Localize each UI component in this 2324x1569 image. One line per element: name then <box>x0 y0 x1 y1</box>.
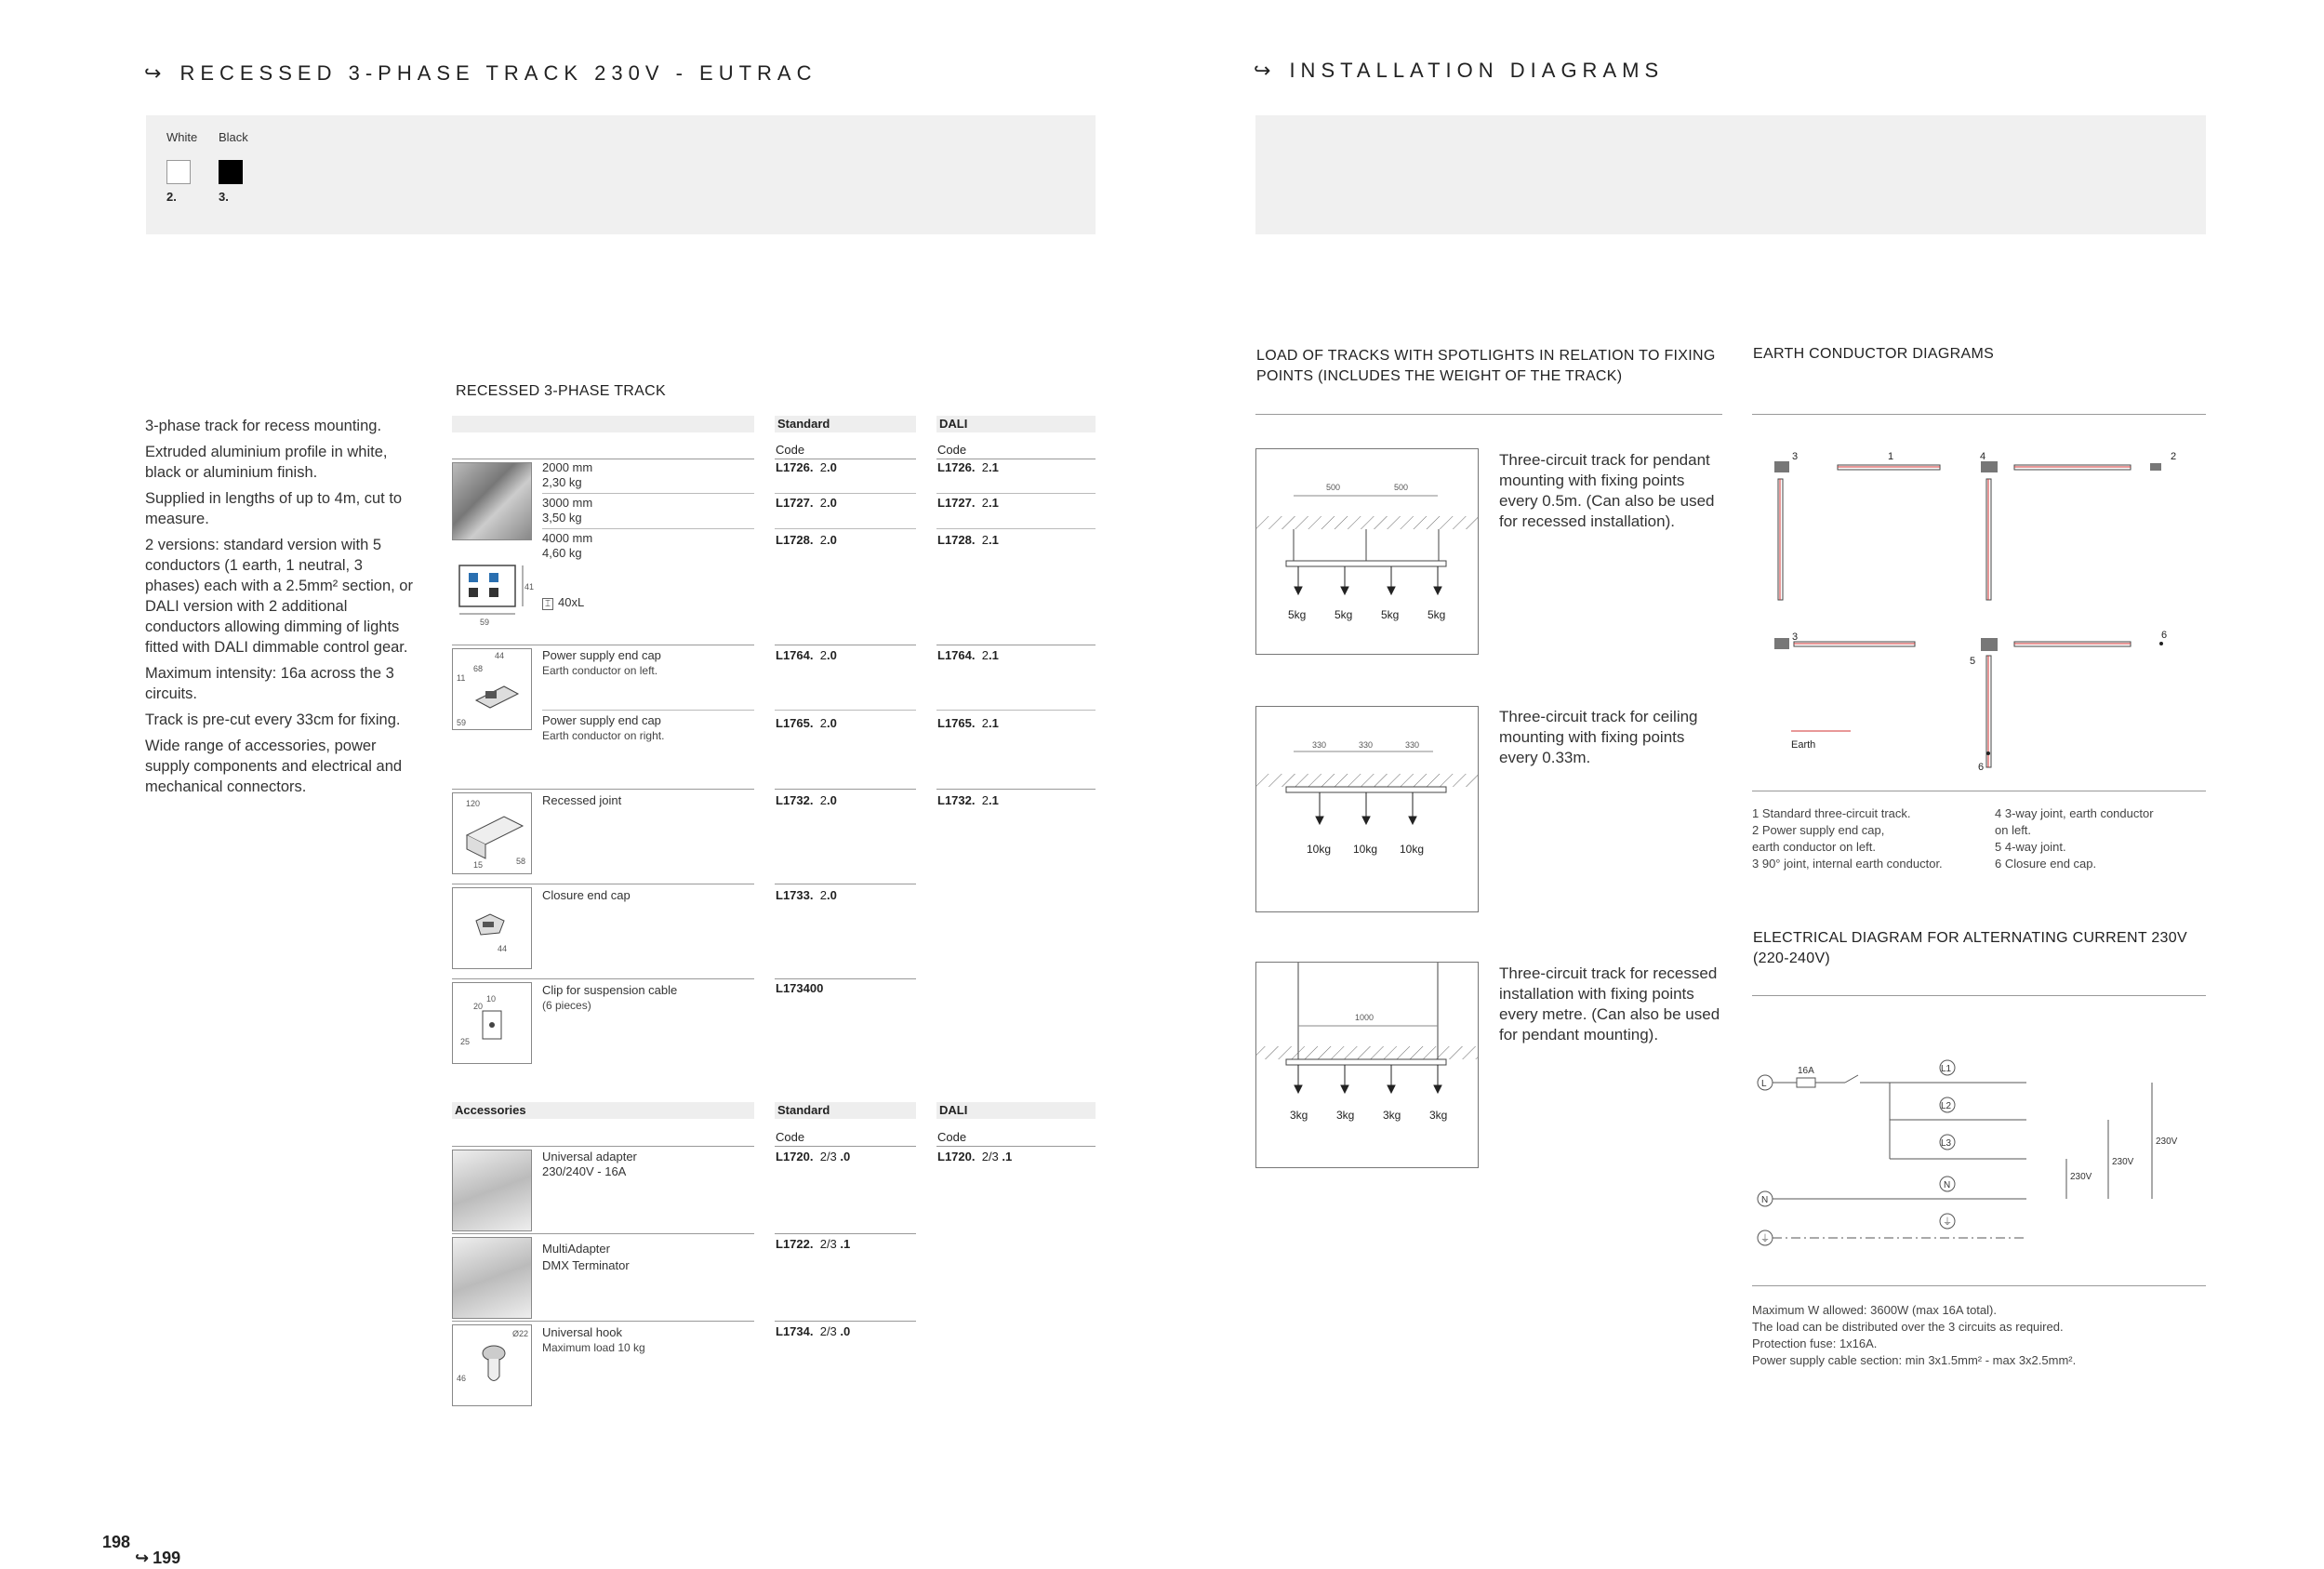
divider <box>542 710 754 711</box>
earth-notes-right: 4 3-way joint, earth conductor on left. 5 4-way joint. 6 Closure end cap. <box>1995 806 2154 871</box>
track-photo <box>452 462 532 540</box>
code-label: Code <box>937 443 967 457</box>
load-diagram-text: Three-circuit track for pendant mounting with fixing points every 0.5m. (Can also be used for recessed installation). <box>1499 451 1715 530</box>
acc-multiadapter <box>542 1241 630 1274</box>
load-label: 3kg <box>1429 1109 1448 1122</box>
divider <box>452 1146 754 1147</box>
track-profile-drawing <box>452 556 536 631</box>
divider <box>936 493 1096 494</box>
earth-label: 3 <box>1792 632 1799 643</box>
elec-label: L <box>1761 1079 1767 1089</box>
divider <box>775 789 916 790</box>
earth-label: 3 <box>1792 451 1799 462</box>
acc-universal-adapter <box>542 1150 637 1179</box>
code-cell: L1764. 2.1 <box>937 648 999 662</box>
divider <box>775 1233 916 1234</box>
accessories-header: Accessories <box>452 1102 754 1119</box>
divider <box>936 789 1096 790</box>
cut-label: 40xL <box>558 595 585 609</box>
voltage-label: 230V <box>2112 1157 2134 1167</box>
elec-label: L2 <box>1941 1101 1952 1111</box>
swatch-num-white: 2. <box>166 190 177 204</box>
electrical-section-title: ELECTRICAL DIAGRAM FOR ALTERNATING CURRENT 230V (220-240V) <box>1753 930 2187 966</box>
arrow-icon: ↪ <box>135 1549 150 1567</box>
track-weight: 4,60 kg <box>542 546 582 560</box>
earth-label: 4 <box>1980 451 1986 462</box>
elec-label: L1 <box>1941 1064 1952 1074</box>
dim-label: 59 <box>457 718 467 727</box>
fuse-label: 16A <box>1798 1066 1814 1076</box>
code-cell: L1722. 2/3 .1 <box>776 1237 851 1251</box>
divider <box>452 789 754 790</box>
earth-label: 6 <box>1978 762 1985 773</box>
right-grey-panel <box>1255 115 2206 234</box>
dim-label: Ø22 <box>512 1329 529 1338</box>
code-cell: L1734. 2/3 .0 <box>776 1324 851 1338</box>
elec-label: L3 <box>1941 1138 1952 1149</box>
desc-line: Wide range of accessories, power supply components and electrical and mechanical connectors. <box>145 738 403 795</box>
load-label: 3kg <box>1290 1109 1308 1122</box>
load-label: 10kg <box>1307 843 1332 856</box>
dim-label: 10 <box>486 994 497 1004</box>
divider <box>775 1146 916 1147</box>
dim-label: 120 <box>466 799 481 808</box>
recessed-joint-drawing <box>452 792 532 874</box>
desc-line: Maximum intensity: 16a across the 3 circuits. <box>145 665 394 702</box>
item-name: Closure end cap <box>542 888 631 902</box>
earth-symbol-icon: ⏚ <box>1760 1234 1770 1244</box>
track-length: 4000 mm <box>542 531 593 545</box>
elec-label: N <box>1761 1195 1769 1205</box>
divider <box>1752 995 2206 996</box>
item-power-end-cap-right <box>542 713 664 743</box>
page-number-left: 198 <box>102 1533 131 1551</box>
arrow-icon: ↪ <box>1254 59 1277 82</box>
dim-label: 68 <box>473 664 484 673</box>
load-label: 3kg <box>1383 1109 1401 1122</box>
closure-end-cap-drawing <box>452 887 532 969</box>
item-name: Universal hook <box>542 1325 622 1339</box>
code-cell: L1732. 2.0 <box>776 793 837 807</box>
end-cap-drawing <box>452 648 532 730</box>
earth-section-title: EARTH CONDUCTOR DIAGRAMS <box>1753 346 1995 362</box>
left-title: ↪ RECESSED 3-PHASE TRACK 230V - EUTRAC <box>144 61 817 85</box>
span-label: 330 <box>1405 740 1420 750</box>
desc-line: Extruded aluminium profile in white, black or aluminium finish. <box>145 444 388 481</box>
divider <box>775 1321 916 1322</box>
item-name: MultiAdapter <box>542 1242 610 1256</box>
clip-drawing <box>452 982 532 1064</box>
desc-line: 2 versions: standard version with 5 conductors (1 earth, 1 neutral, 3 phases) each with a 2.5mm² section, or DALI version with 2 additional conductors allowing dimming of lights fitted with DALI dimmable control gear. <box>145 537 413 656</box>
dim-label: 25 <box>460 1037 471 1046</box>
desc-line: Track is pre-cut every 33cm for fixing. <box>145 711 401 728</box>
load-label: 5kg <box>1381 608 1400 621</box>
code-cell: L1732. 2.1 <box>937 793 999 807</box>
code-cell: L1765. 2.1 <box>937 716 999 730</box>
divider <box>936 1146 1096 1147</box>
earth-label: 5 <box>1970 656 1976 667</box>
dim-label: 20 <box>473 1002 484 1011</box>
dim-label: 15 <box>473 860 484 870</box>
cut-icon: ⌶ 40xL <box>542 595 584 609</box>
earth-label: 6 <box>2161 630 2168 641</box>
divider <box>775 528 916 529</box>
code-cell: L1733. 2.0 <box>776 888 837 902</box>
divider <box>936 528 1096 529</box>
code-label: Code <box>937 1130 967 1144</box>
item-name: Recessed joint <box>542 793 622 807</box>
track-lengths <box>542 460 592 566</box>
electrical-notes: Maximum W allowed: 3600W (max 16A total). The load can be distributed over the 3 circuits as required. Protection fuse: 1x16A. Power supply cable section: min 3x1.5mm² - max 3x2.5mm². <box>1752 1303 2077 1367</box>
header-standard: Standard <box>775 416 916 432</box>
swatch-black[interactable] <box>219 160 243 184</box>
earth-label: 1 <box>1888 451 1894 462</box>
code-cell: L1728. 2.1 <box>937 533 999 547</box>
divider <box>775 493 916 494</box>
right-title: ↪ INSTALLATION DIAGRAMS <box>1254 59 1665 82</box>
color-swatch-panel <box>146 115 1096 234</box>
divider <box>542 493 754 494</box>
track-weight: 3,50 kg <box>542 511 582 525</box>
item-sub: 230/240V - 16A <box>542 1164 627 1178</box>
load-label: 10kg <box>1400 843 1425 856</box>
code-cell: L1728. 2.0 <box>776 533 837 547</box>
code-cell: L1764. 2.0 <box>776 648 837 662</box>
track-weight: 2,30 kg <box>542 475 582 489</box>
item-name: Clip for suspension cable <box>542 983 678 997</box>
universal-hook-drawing <box>452 1324 532 1406</box>
track-table-title: RECESSED 3-PHASE TRACK <box>456 383 666 399</box>
elec-label: N <box>1944 1180 1951 1190</box>
table-header-blank <box>452 416 754 432</box>
track-length: 2000 mm <box>542 460 593 474</box>
universal-adapter-photo <box>452 1150 532 1231</box>
header-dali: DALI <box>936 1102 1096 1119</box>
swatch-label-black: Black <box>219 130 248 144</box>
earth-label: 2 <box>2171 451 2177 462</box>
header-standard: Standard <box>775 1102 916 1119</box>
load-diagram-pendant <box>1255 448 1479 655</box>
code-cell: L1726. 2.1 <box>937 460 999 474</box>
dim-label: 59 <box>480 618 490 627</box>
load-diagram-text: Three-circuit track for ceiling mounting with fixing points every 0.33m. <box>1499 708 1698 766</box>
span-label: 330 <box>1359 740 1374 750</box>
page-number-right: ↪ 199 <box>135 1549 181 1567</box>
item-sub: DMX Terminator <box>542 1258 630 1272</box>
swatch-num-black: 3. <box>219 190 229 204</box>
item-sub: (6 pieces) <box>542 999 591 1012</box>
track-length: 3000 mm <box>542 496 593 510</box>
divider <box>542 528 754 529</box>
dim-label: 41 <box>525 582 535 592</box>
item-sub: Earth conductor on right. <box>542 729 665 742</box>
load-label: 5kg <box>1428 608 1446 621</box>
desc-line: 3-phase track for recess mounting. <box>145 418 382 434</box>
code-cell: L1727. 2.1 <box>937 496 999 510</box>
acc-universal-hook <box>542 1325 645 1355</box>
load-section-title: LOAD OF TRACKS WITH SPOTLIGHTS IN RELATION TO FIXING POINTS (INCLUDES THE WEIGHT OF THE TRACK) <box>1256 348 1716 384</box>
dim-label: 11 <box>457 673 466 683</box>
swatch-white[interactable] <box>166 160 191 184</box>
earth-conductor-diagram <box>1752 437 2208 781</box>
divider <box>452 1321 754 1322</box>
load-diagram-ceiling <box>1255 706 1479 912</box>
divider <box>452 978 754 979</box>
multiadapter-photo <box>452 1237 532 1319</box>
electrical-diagram <box>1752 1051 2208 1256</box>
earth-notes-left: 1 Standard three-circuit track. 2 Power supply end cap, earth conductor on left. 3 90° joint, internal earth conductor. <box>1752 806 1943 871</box>
code-cell: L1765. 2.0 <box>776 716 837 730</box>
item-name: Universal adapter <box>542 1150 637 1163</box>
voltage-label: 230V <box>2156 1137 2178 1147</box>
span-label: 500 <box>1326 483 1341 492</box>
divider <box>452 1233 754 1234</box>
load-label: 5kg <box>1335 608 1353 621</box>
header-dali: DALI <box>936 416 1096 432</box>
dim-label: 58 <box>516 857 526 866</box>
span-label: 500 <box>1394 483 1409 492</box>
product-description <box>145 416 419 803</box>
span-label: 330 <box>1312 740 1327 750</box>
load-diagram-recessed <box>1255 962 1479 1168</box>
desc-line: Supplied in lengths of up to 4m, cut to measure. <box>145 490 403 527</box>
item-sub: Earth conductor on left. <box>542 664 658 677</box>
divider <box>775 978 916 979</box>
code-cell: L1727. 2.0 <box>776 496 837 510</box>
code-cell: L1720. 2/3 .1 <box>937 1150 1013 1163</box>
item-name: Power supply end cap <box>542 713 661 727</box>
dim-label: 46 <box>457 1374 467 1383</box>
earth-symbol-icon: ⏚ <box>1943 1217 1952 1228</box>
divider <box>1255 414 1722 415</box>
arrow-icon: ↪ <box>144 61 167 85</box>
item-sub: Maximum load 10 kg <box>542 1341 645 1354</box>
item-power-end-cap-left <box>542 648 661 678</box>
swatch-label-white: White <box>166 130 198 144</box>
voltage-label: 230V <box>2070 1172 2092 1182</box>
dim-label: 44 <box>498 944 508 953</box>
code-label: Code <box>776 443 805 457</box>
load-label: 3kg <box>1336 1109 1355 1122</box>
code-label: Code <box>776 1130 805 1144</box>
item-clip <box>542 983 677 1013</box>
divider <box>775 710 916 711</box>
dim-label: 44 <box>495 651 505 660</box>
item-name: Power supply end cap <box>542 648 661 662</box>
span-label: 1000 <box>1355 1013 1374 1022</box>
divider <box>1752 1285 2206 1286</box>
code-cell: L1726. 2.0 <box>776 460 837 474</box>
divider <box>936 710 1096 711</box>
earth-legend-label: Earth <box>1791 739 1816 751</box>
divider <box>1752 414 2206 415</box>
code-cell: L173400 <box>776 981 824 995</box>
code-cell: L1720. 2/3 .0 <box>776 1150 851 1163</box>
load-label: 5kg <box>1288 608 1307 621</box>
load-diagram-text: Three-circuit track for recessed installation with fixing points every metre. (Can also be used for pendant mounting). <box>1499 964 1720 1044</box>
load-label: 10kg <box>1353 843 1378 856</box>
